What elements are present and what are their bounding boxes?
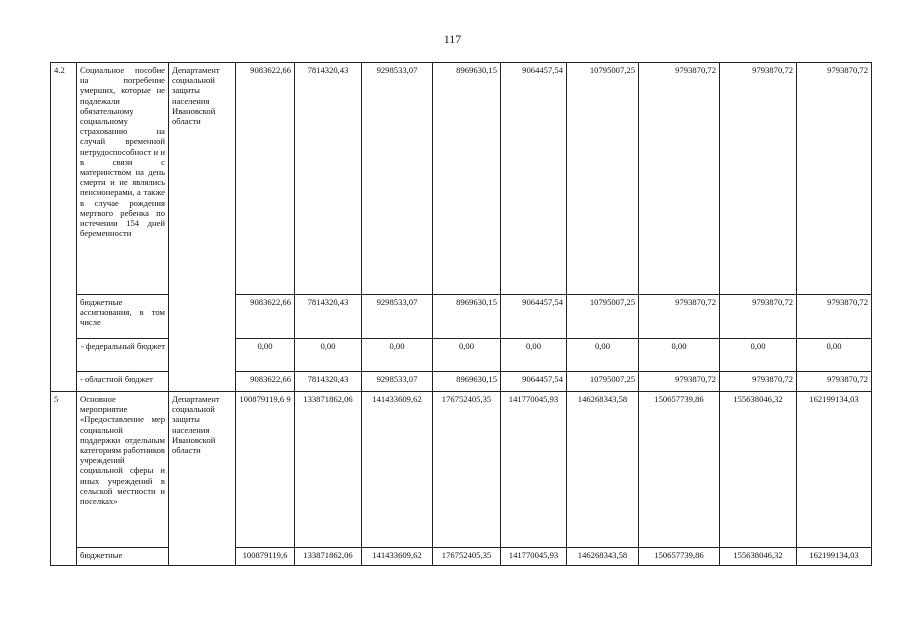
value-cell: 9083622,66 (236, 372, 295, 392)
row-executor: Департамент социальной защиты населения Ивановской области (169, 63, 236, 392)
value-cell: 0,00 (501, 339, 567, 372)
page-number: 117 (443, 32, 462, 46)
value-cell: 9793870,72 (639, 63, 720, 295)
value-cell: 9064457,54 (501, 295, 567, 339)
value-cell: 9298533,07 (362, 63, 433, 295)
value-cell: 7814320,43 (295, 63, 362, 295)
value-cell: 0,00 (567, 339, 639, 372)
value-cell: 9793870,72 (797, 63, 872, 295)
value-cell: 155638046,32 (720, 392, 797, 548)
value-cell: 9064457,54 (501, 63, 567, 295)
value-cell: 0,00 (639, 339, 720, 372)
value-cell: 7814320,43 (295, 372, 362, 392)
value-cell: 176752405,35 (433, 548, 501, 566)
value-cell: 100879119,6 (236, 548, 295, 566)
value-cell: 9083622,66 (236, 295, 295, 339)
value-cell: 146268343,58 (567, 392, 639, 548)
value-cell: 155638046,32 (720, 548, 797, 566)
table-row (51, 63, 872, 295)
value-cell: 9793870,72 (639, 372, 720, 392)
value-cell: 133871862,06 (295, 548, 362, 566)
value-cell: 9793870,72 (797, 295, 872, 339)
value-cell: 9793870,72 (639, 295, 720, 339)
value-cell: 146268343,58 (567, 548, 639, 566)
value-cell: 141770045,93 (501, 392, 567, 548)
row-name: Социальное пособие на погребение умерших, которые не подлежали обязательному социальному страхованию на случай временной нетрудоспособност и и в связи с материнством на день смерти и не являлись пенсионерами, а также в случае рождения мертвого ребенка по истечении 154 дней беременности (77, 63, 169, 295)
value-cell: 133871862,06 (295, 392, 362, 548)
row-number: 5 (51, 392, 77, 566)
row-name: - областной бюджет (77, 372, 169, 392)
value-cell: 9793870,72 (797, 372, 872, 392)
row-executor: Департамент социальной защиты населения Ивановской области (169, 392, 236, 566)
value-cell: 9298533,07 (362, 372, 433, 392)
table-row (51, 392, 872, 548)
value-cell: 100879119,6 9 (236, 392, 295, 548)
value-cell: 8969630,15 (433, 372, 501, 392)
value-cell: 0,00 (295, 339, 362, 372)
budget-table (50, 62, 872, 566)
value-cell: 0,00 (433, 339, 501, 372)
value-cell: 8969630,15 (433, 63, 501, 295)
value-cell: 0,00 (720, 339, 797, 372)
value-cell: 7814320,43 (295, 295, 362, 339)
row-number: 4.2 (51, 63, 77, 392)
value-cell: 162199134,03 (797, 392, 872, 548)
value-cell: 9793870,72 (720, 372, 797, 392)
value-cell: 0,00 (236, 339, 295, 372)
value-cell: 141433609,62 (362, 392, 433, 548)
value-cell: 8969630,15 (433, 295, 501, 339)
value-cell: 10795007,25 (567, 372, 639, 392)
value-cell: 9793870,72 (720, 295, 797, 339)
value-cell: 150657739,86 (639, 392, 720, 548)
row-name: бюджетные ассигнования, в том числе (77, 295, 169, 339)
value-cell: 9298533,07 (362, 295, 433, 339)
value-cell: 0,00 (362, 339, 433, 372)
value-cell: 0,00 (797, 339, 872, 372)
value-cell: 150657739,86 (639, 548, 720, 566)
value-cell: 10795007,25 (567, 295, 639, 339)
value-cell: 10795007,25 (567, 63, 639, 295)
row-name: - федеральный бюджет (77, 339, 169, 372)
value-cell: 176752405,35 (433, 392, 501, 548)
value-cell: 141770045,93 (501, 548, 567, 566)
value-cell: 162199134,03 (797, 548, 872, 566)
row-name: бюджетные (77, 548, 169, 566)
value-cell: 9793870,72 (720, 63, 797, 295)
row-name: Основное мероприятие «Предоставление мер социальной поддержки отдельным категориям работников учреждений социальной сферы и иных учреждений в сельской местности и поселках» (77, 392, 169, 548)
value-cell: 9064457,54 (501, 372, 567, 392)
value-cell: 141433609,62 (362, 548, 433, 566)
value-cell: 9083622,66 (236, 63, 295, 295)
